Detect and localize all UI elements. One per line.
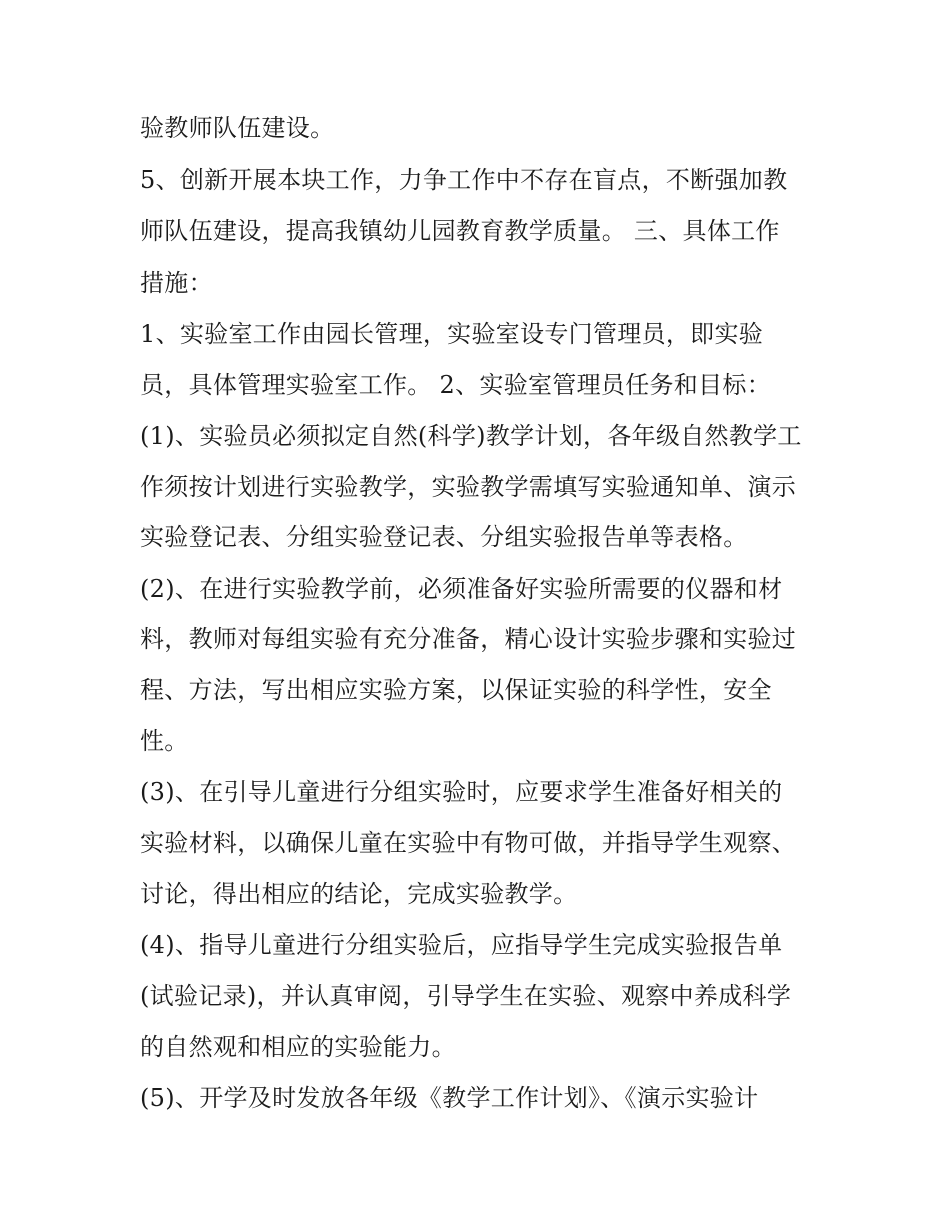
text-line: 实验材料，以确保儿童在实验中有物可做，并指导学生观察、 (140, 829, 797, 857)
text-line: 程、方法，写出相应实验方案，以保证实验的科学性，安全 (140, 676, 772, 704)
text-line: (5)、开学及时发放各年级《教学工作计划》、《演示实验计 (140, 1084, 759, 1112)
text-line: 作须按计划进行实验教学，实验教学需填写实验通知单、演示 (140, 473, 797, 501)
text-line: 性。 (140, 727, 189, 755)
text-line: (4)、指导儿童进行分组实验后，应指导学生完成实验报告单 (140, 931, 783, 959)
text-line: 料，教师对每组实验有充分准备，精心设计实验步骤和实验过 (140, 625, 797, 653)
text-line: (3)、在引导儿童进行分组实验时，应要求学生准备好相关的 (140, 778, 783, 806)
text-line: 的自然观和相应的实验能力。 (140, 1033, 456, 1061)
text-line: 1、实验室工作由园长管理，实验室设专门管理员，即实验 (140, 320, 764, 348)
text-line: 措施： (140, 269, 213, 297)
text-line: 讨论，得出相应的结论，完成实验教学。 (140, 880, 578, 908)
text-line: 师队伍建设，提高我镇幼儿园教育教学质量。 三、具体工作 (140, 217, 780, 245)
text-line: 验教师队伍建设。 (140, 114, 335, 142)
text-line: 员，具体管理实验室工作。 2、实验室管理员任务和目标： (140, 371, 771, 399)
text-line: (2)、在进行实验教学前，必须准备好实验所需要的仪器和材 (140, 575, 783, 603)
text-line: (1)、实验员必须拟定自然(科学)教学计划，各年级自然教学工 (140, 422, 802, 450)
text-line: 实验登记表、分组实验登记表、分组实验报告单等表格。 (140, 523, 748, 551)
text-line: (试验记录)，并认真审阅，引导学生在实验、观察中养成科学 (140, 982, 792, 1010)
text-line: 5、创新开展本块工作，力争工作中不存在盲点，不断强加教 (140, 166, 788, 194)
